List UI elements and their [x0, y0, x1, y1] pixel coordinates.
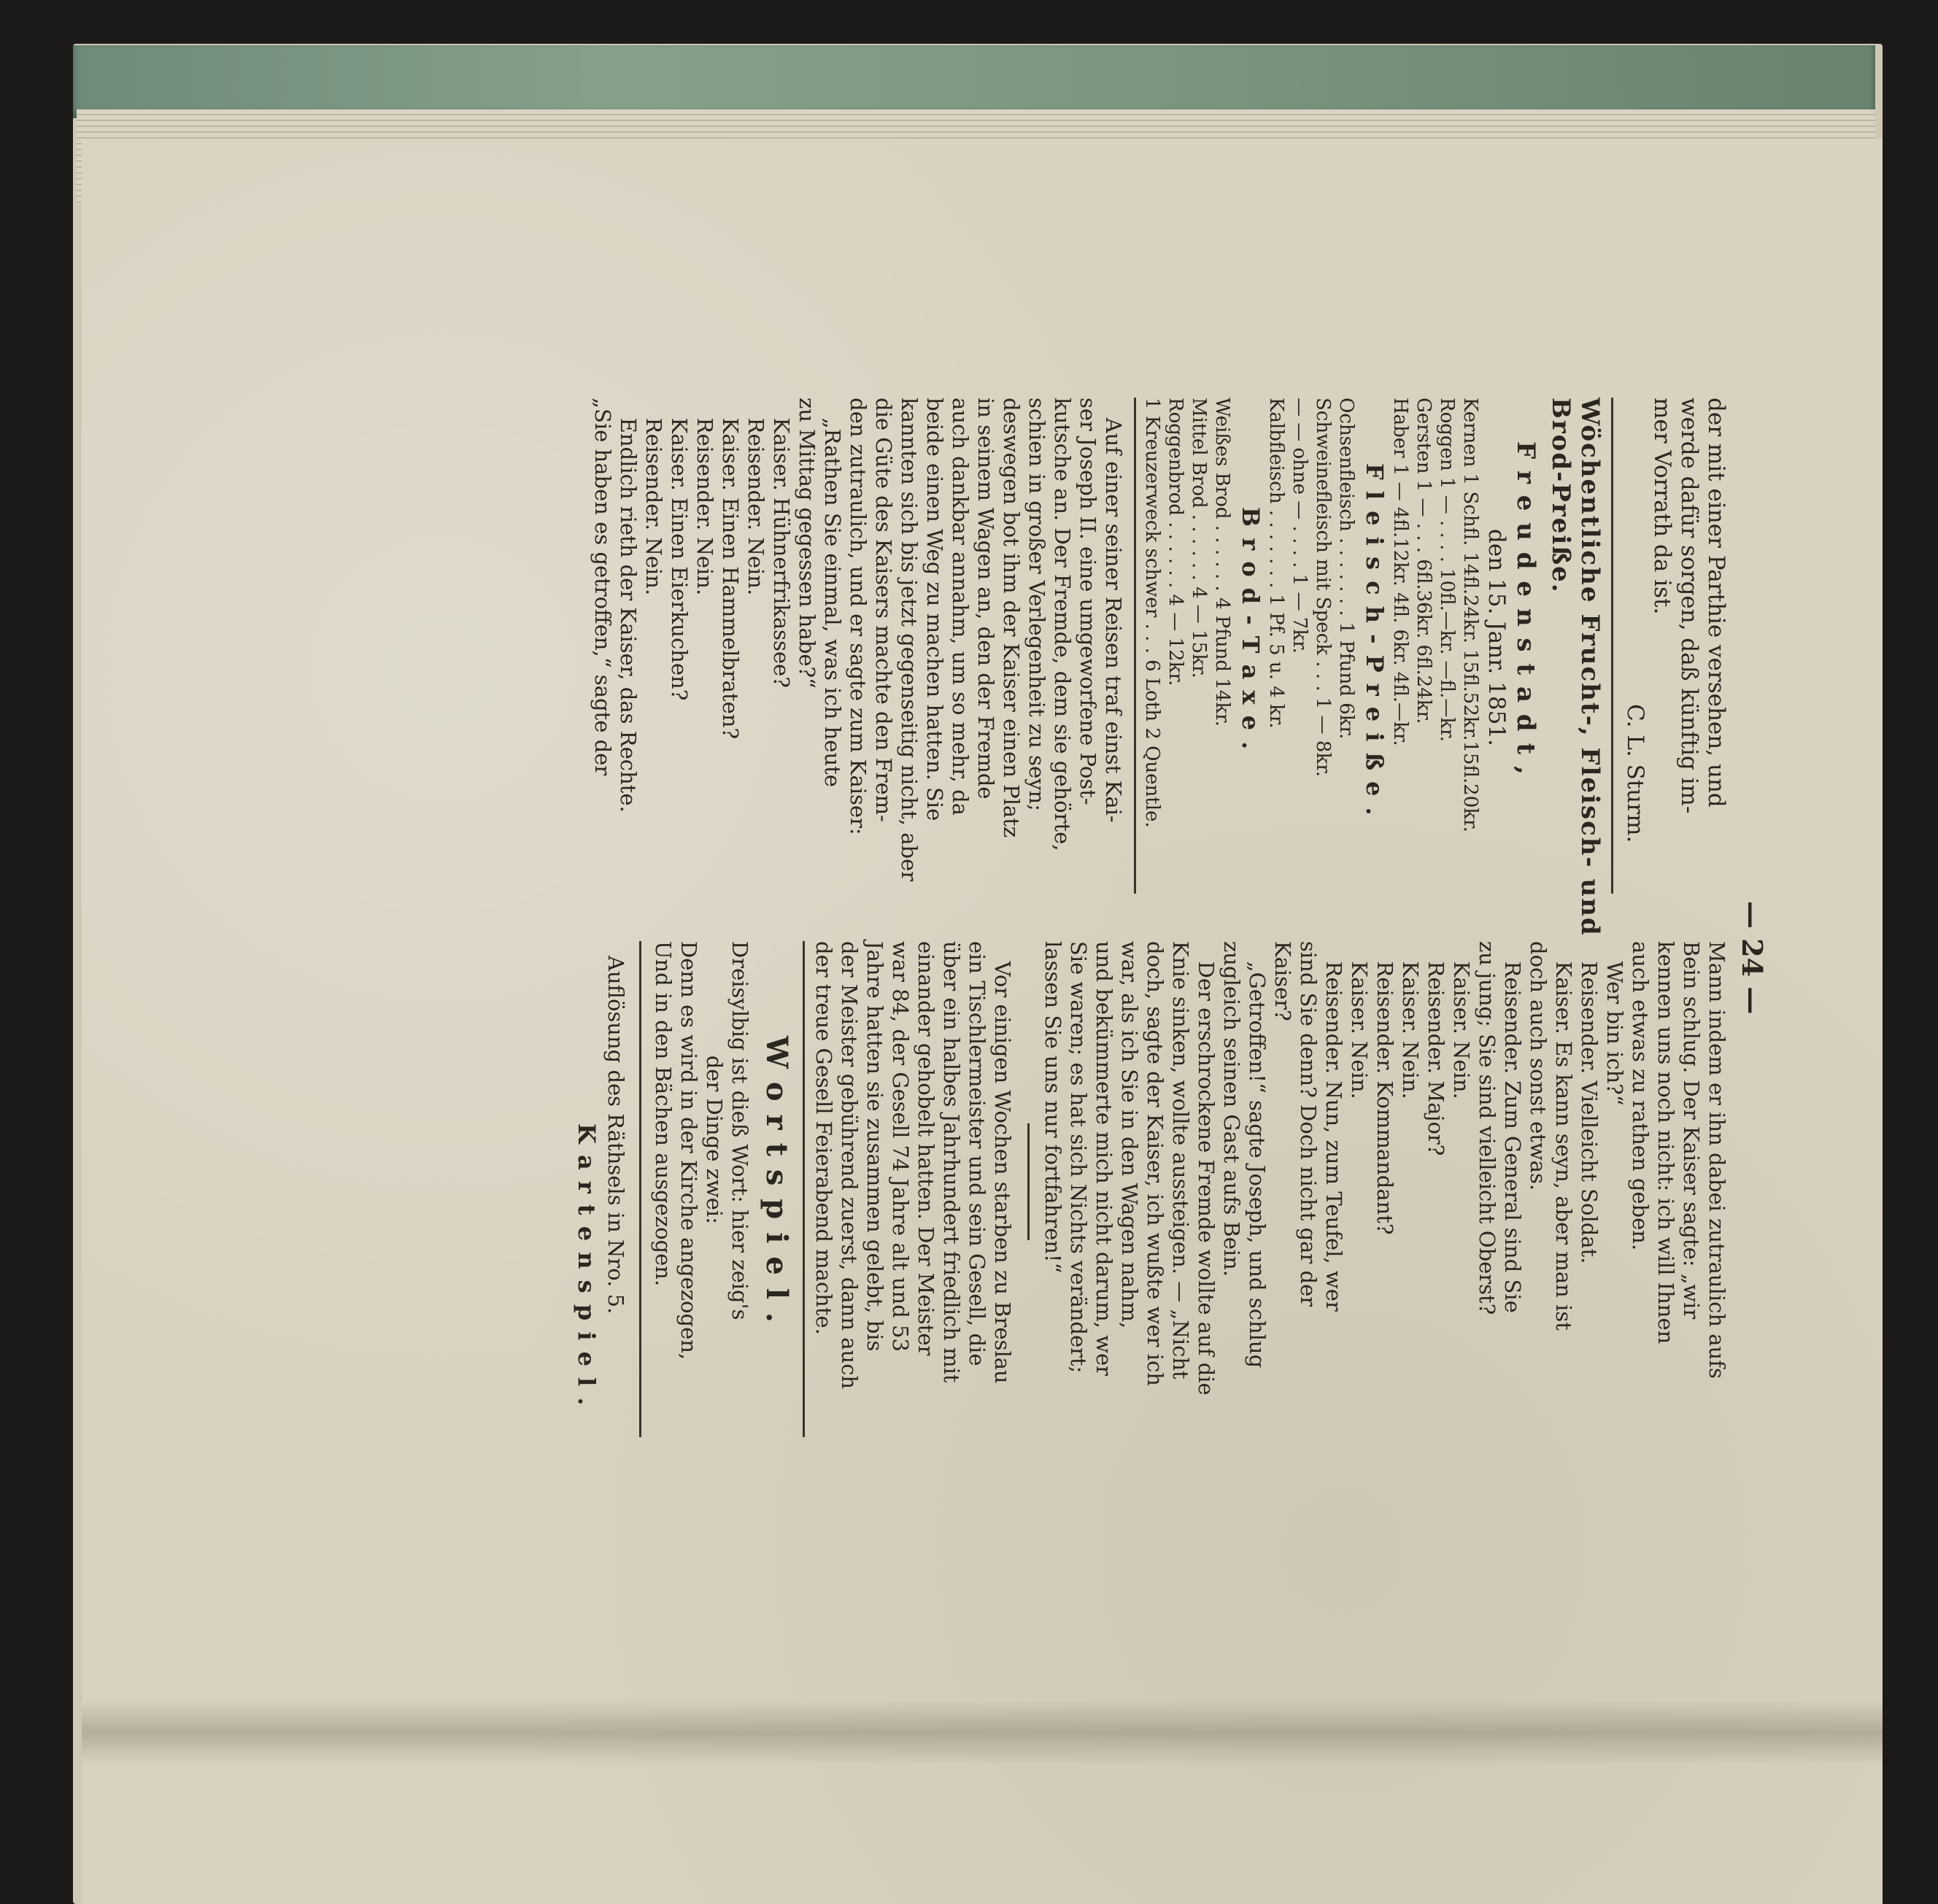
story-line: Bein schlug. Der Kaiser sagte: „wir [1679, 941, 1704, 1320]
wortspiel-line: Dreisylbig ist dieß Wort: hier zeig's [727, 941, 752, 1320]
story-line: Reisender. Nein. [744, 398, 768, 596]
bread-price-row: Mittel Brod . . . . . . 4 — 15kr. [1188, 398, 1210, 678]
story-line: Knie sinken, wollte aussteigen. — „Nicht [1168, 941, 1193, 1379]
story-line: doch, sagte der Kaiser, ich wußte wer ich [1143, 941, 1167, 1386]
bread-price-row: Roggenbrod . . . . . . 4 — 12kr. [1165, 398, 1186, 686]
green-marbled-cover [73, 45, 1875, 118]
story-line: kutsche an. Der Fremde, dem sie gehörte, [1050, 398, 1075, 851]
short-rule [1027, 1123, 1030, 1240]
meat-price-row: Kalbfleisch . . . . . . . 1 Pf. 5 u. 4 kr. [1265, 398, 1287, 729]
price-date: den 15. Janr. 1851. [1483, 529, 1510, 746]
left-column [489, 398, 1729, 937]
section-rule [639, 941, 641, 1437]
story-line: Auf einer seiner Reisen traf einst Kai- [1101, 398, 1126, 823]
story-line: Kaiser. Nein. [1449, 941, 1474, 1099]
grain-price-row: Gersten 1 — . . . 6fl.36kr. 6fl.24kr. [1413, 398, 1435, 724]
solution-label: Auflösung des Räthsels in Nro. 5. [603, 956, 628, 1315]
story-line: Kaiser. Hühnerfrikassee? [769, 398, 794, 688]
story-line: auch etwas zu rathen geben. [1628, 941, 1653, 1251]
meat-price-row: Schweinefleisch mit Speck . . . 1 — 8kr. [1312, 398, 1334, 778]
anecdote-line: war 84, der Gesell 74 Jahre alt und 53 [888, 941, 913, 1352]
story-line: Wer bin ich?“ [1602, 941, 1627, 1106]
section-rule [803, 941, 805, 1437]
story-line: beide einen Weg zu machen hatten. Sie [922, 398, 947, 821]
story-line: Kaiser. Nein. [1347, 941, 1372, 1099]
story-line: Der erschrockene Fremde wollte auf die [1194, 941, 1219, 1396]
grain-price-row: Haber 1 — 4fl.12kr. 4fl. 6kr. 4fl.—kr. [1389, 398, 1411, 746]
story-line: kennen uns noch nicht: ich will Ihnen [1653, 941, 1678, 1344]
intro-line: werde dafür sorgen, daß künftig im- [1676, 398, 1702, 814]
page-number: — 24 — [1736, 901, 1769, 1015]
story-line: zu Mittag gegessen habe?“ [795, 398, 819, 689]
story-line: den zutraulich, und er sagte zum Kaiser: [846, 398, 870, 835]
story-line: lassen Sie uns nur fortfahren!“ [1041, 941, 1065, 1274]
bread-price-row: 1 Kreuzerweck schwer . . . 6 Loth 2 Quentle. [1141, 398, 1163, 828]
wortspiel-line: Denn es wird in der Kirche angezogen, [676, 941, 701, 1361]
story-line: auch dankbar annahm, um so mehr, da [948, 398, 973, 816]
story-line: „Rathen Sie einmal, was ich heute [820, 398, 845, 787]
bread-heading: B r o d - T a x e . [1237, 507, 1265, 751]
story-line: sind Sie denn? Doch nicht gar der [1296, 941, 1321, 1307]
intro-line: der mit einer Parthie versehen, und [1703, 398, 1729, 808]
section-rule [1611, 398, 1613, 894]
grain-price-row: Kernen 1 Schfl. 14fl.24kr. 15fl.52kr.15fl.20kr. [1459, 398, 1481, 832]
story-line: und bekümmerte mich nicht darum, wer [1092, 941, 1116, 1377]
story-line: die Güte des Kaisers machte den Frem- [871, 398, 896, 822]
meat-heading: F l e i s c h - P r e i ß e . [1361, 463, 1389, 817]
story-line: Reisender. Kommandant? [1373, 941, 1397, 1235]
meat-price-row: — — ohne — . . . . 1 — 7kr. [1289, 398, 1310, 654]
story-line: Reisender. Zum General sind Sie [1500, 941, 1525, 1313]
story-line: Reisender. Nun, zum Teufel, wer [1321, 941, 1346, 1312]
story-line: in seinem Wagen an, den der Fremde [973, 398, 998, 800]
story-line: Reisender. Major? [1424, 941, 1448, 1156]
wortspiel-line: Und in den Bächen ausgezogen. [651, 941, 676, 1287]
story-line: Reisender. Vielleicht Soldat. [1577, 941, 1602, 1264]
story-line: zu jung; Sie sind vielleicht Oberst? [1475, 941, 1499, 1315]
story-line: Kaiser? [1270, 941, 1295, 1021]
story-line: war, als ich Sie in den Wagen nahm, [1117, 941, 1142, 1329]
anecdote-line: der Meister gebührend zuerst, dann auch [837, 941, 862, 1390]
signature: C. L. Sturm. [1622, 704, 1648, 843]
city-name: F r e u d e n s t a d t , [1511, 441, 1540, 776]
story-line: Mann indem er ihn dabei zutraulich aufs [1705, 941, 1729, 1379]
anecdote-line: Vor einigen Wochen starben zu Breslau [990, 941, 1015, 1384]
solution-answer: K a r t e n s p i e l . [573, 1123, 601, 1407]
story-line: „Getroffen!“ sagte Joseph, und schlug [1245, 941, 1270, 1369]
story-line: Reisender. Nein. [641, 398, 666, 596]
intro-line: mer Vorrath da ist. [1649, 398, 1675, 615]
wortspiel-heading: W o r t s p i e l . [760, 1036, 794, 1324]
wortspiel-line: der Dinge zwei: [702, 941, 727, 1224]
story-line: „Sie haben es getroffen,“ sagte der [590, 398, 615, 776]
grain-price-row: Roggen 1 — . . . . 10fl.—kr. —fl.—kr. [1436, 398, 1458, 742]
story-line: Sie waren; es hat sich Nichts verändert; [1066, 941, 1091, 1374]
story-line: schien in großer Verlegenheit zu seyn; [1024, 398, 1049, 811]
anecdote-line: der treue Gesell Feierabend machte. [811, 941, 836, 1335]
prices-heading: Wöchentliche Frucht-, Fleisch- und Brod-Preiße. [1546, 398, 1605, 937]
story-line: Kaiser. Es kann seyn, aber man ist [1551, 941, 1576, 1331]
story-line: doch auch sonst etwas. [1526, 941, 1551, 1191]
section-rule [1134, 398, 1136, 894]
story-line: Reisender. Nein. [692, 398, 717, 596]
story-line: Kaiser. Einen Eierkuchen? [667, 398, 692, 701]
bread-price-row: Weißes Brod . . . . . . 4 Pfund 14kr. [1211, 398, 1233, 727]
anecdote-line: ein Tischlermeister und sein Gesell, die [965, 941, 989, 1366]
story-line: kannten sich bis jetzt gegenseitig nicht, aber [897, 398, 922, 882]
story-line: ser Joseph II. eine umgeworfene Post- [1076, 398, 1100, 805]
story-line: deswegen bot ihm der Kaiser einen Platz [999, 398, 1024, 838]
right-column [489, 941, 1729, 1744]
story-line: Kaiser. Einen Hammelbraten? [718, 398, 743, 739]
story-line: Endlich rieth der Kaiser, das Rechte. [616, 398, 641, 813]
story-line: zugleich seinen Gast aufs Bein. [1219, 941, 1244, 1277]
anecdote-line: einander gehobelt hatten. Der Meister [914, 941, 938, 1356]
story-line: Kaiser. Nein. [1398, 941, 1423, 1099]
anecdote-line: über ein halbes Jahrhundert friedlich mit [939, 941, 964, 1383]
anecdote-line: Jahre hatten sie zusammen gelebt, bis [862, 941, 887, 1352]
meat-price-row: Ochsenfleisch . . . . . . . 1 Pfund 6kr. [1335, 398, 1357, 740]
